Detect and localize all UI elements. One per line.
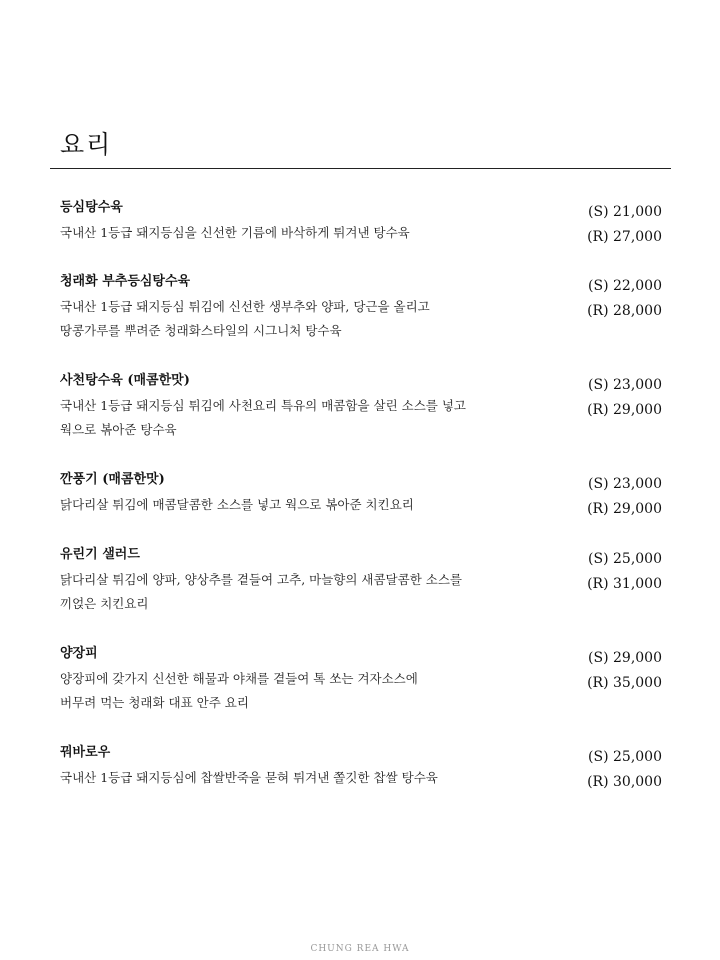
price-box xyxy=(587,472,662,521)
description-line: 버무려 먹는 청래화 대표 안주 요리 xyxy=(60,695,249,710)
menu-item-name: 등심탕수육 xyxy=(60,200,123,215)
description-line: 국내산 1등급 돼지등심 튀김에 신선한 생부추와 양파, 당근을 올리고 xyxy=(60,299,430,314)
menu-item-description xyxy=(60,493,560,517)
description-line: 국내산 1등급 돼지등심 튀김에 사천요리 특유의 매콤함을 살린 소스를 넣고 xyxy=(60,398,466,413)
price-small: (S) 21,000 xyxy=(588,204,662,220)
description-line: 땅콩가루를 뿌려준 청래화스타일의 시그니처 탕수육 xyxy=(60,323,342,338)
price-regular: (R) 29,000 xyxy=(587,500,662,517)
description-line: 끼얹은 치킨요리 xyxy=(60,596,149,611)
price-small: (S) 23,000 xyxy=(588,377,662,393)
price-box xyxy=(587,745,662,794)
menu-item-name: 사천탕수육 (매콤한맛) xyxy=(60,373,190,388)
section-title: 요리 xyxy=(60,130,113,159)
price-regular: (R) 29,000 xyxy=(587,401,662,418)
price-regular: (R) 31,000 xyxy=(587,575,662,592)
price-small: (S) 25,000 xyxy=(588,551,662,567)
menu-item-name: 유린기 샐러드 xyxy=(60,547,140,562)
price-box xyxy=(587,373,662,422)
menu-item-description xyxy=(60,394,560,442)
description-line: 닭다리살 튀김에 매콤달콤한 소스를 넣고 웍으로 볶아준 치킨요리 xyxy=(60,497,414,512)
price-small: (S) 23,000 xyxy=(588,476,662,492)
menu-item-name: 양장피 xyxy=(60,646,98,661)
price-regular: (R) 35,000 xyxy=(587,674,662,691)
price-box xyxy=(587,200,662,249)
menu-item-description xyxy=(60,295,560,343)
price-small: (S) 29,000 xyxy=(588,650,662,666)
price-regular: (R) 30,000 xyxy=(587,773,662,790)
description-line: 국내산 1등급 돼지등심에 찹쌀반죽을 묻혀 튀겨낸 쫄깃한 찹쌀 탕수육 xyxy=(60,770,438,785)
price-box xyxy=(587,547,662,596)
price-small: (S) 25,000 xyxy=(588,749,662,765)
price-box xyxy=(587,274,662,323)
menu-item-description xyxy=(60,766,560,790)
description-line: 국내산 1등급 돼지등심을 신선한 기름에 바삭하게 튀겨낸 탕수육 xyxy=(60,225,410,240)
description-line: 닭다리살 튀김에 양파, 양상추를 곁들여 고추, 마늘향의 새콤달콤한 소스를 xyxy=(60,572,462,587)
description-line: 양장피에 갖가지 신선한 해물과 야채를 곁들여 톡 쏘는 겨자소스에 xyxy=(60,671,418,686)
menu-item-description xyxy=(60,221,560,245)
price-regular: (R) 28,000 xyxy=(587,302,662,319)
menu-item-description xyxy=(60,568,560,616)
menu-item-name: 청래화 부추등심탕수육 xyxy=(60,274,191,289)
menu-item-name: 꿔바로우 xyxy=(60,745,111,760)
footer-brand: CHUNG REA HWA xyxy=(310,944,410,954)
description-line: 웍으로 볶아준 탕수육 xyxy=(60,422,177,437)
price-small: (S) 22,000 xyxy=(588,278,662,294)
price-regular: (R) 27,000 xyxy=(587,228,662,245)
price-box xyxy=(587,646,662,695)
menu-item-description xyxy=(60,667,560,715)
menu-item-name: 깐풍기 (매콤한맛) xyxy=(60,472,165,487)
